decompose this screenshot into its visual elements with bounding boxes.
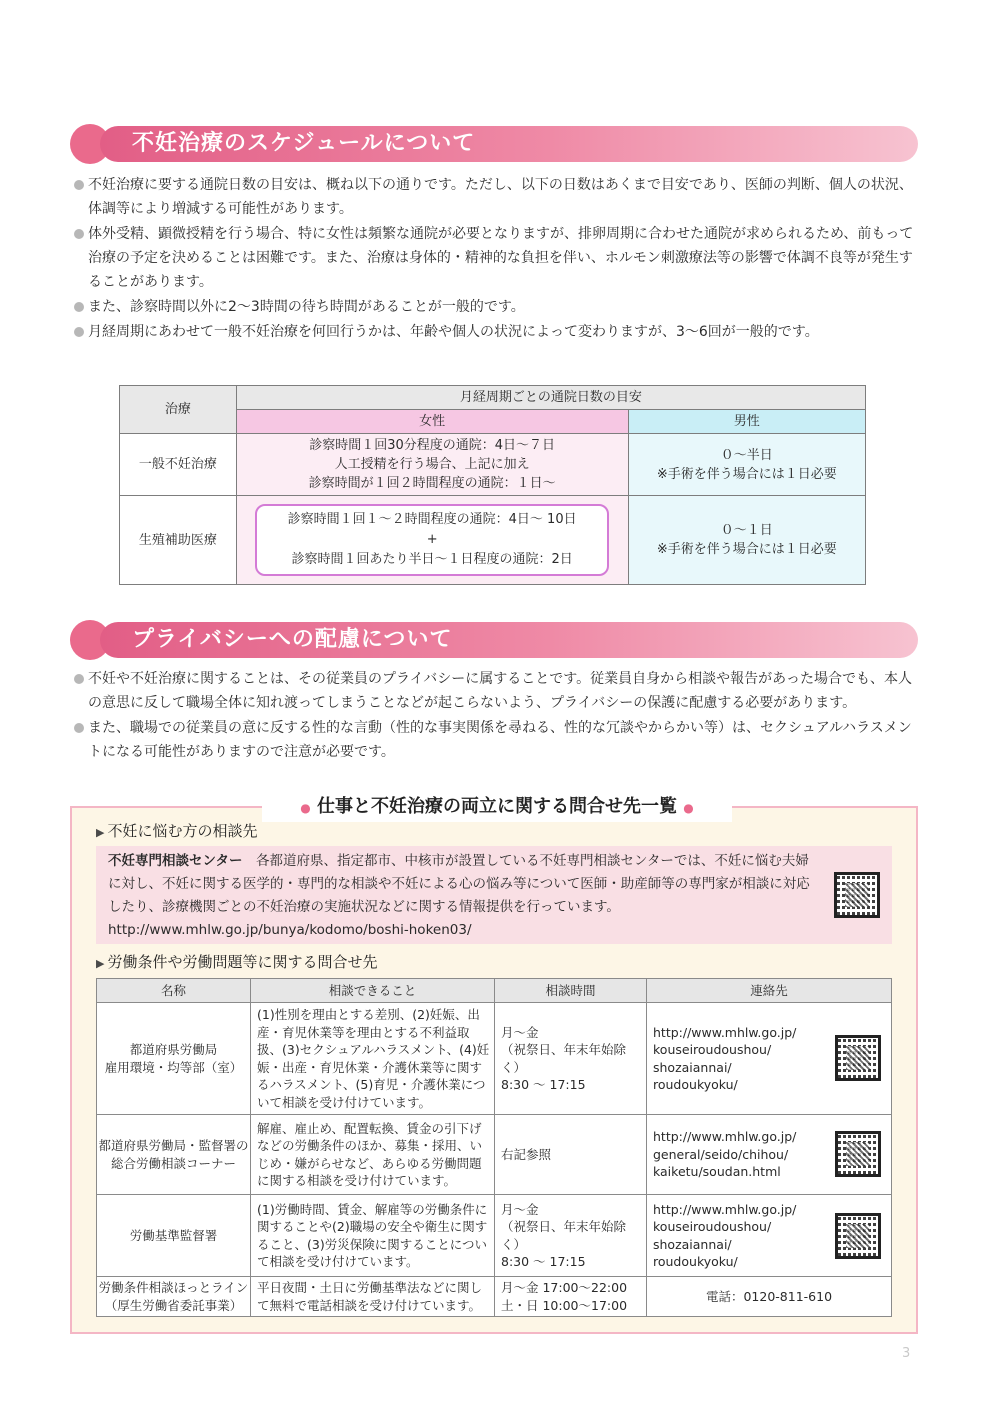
title-dot-icon: ● (683, 801, 694, 815)
col-treatment-header: 治療 (120, 386, 237, 434)
row-hours: 月～金 （祝祭日、年末年始除く） 8:30 ～ 17:15 (495, 1003, 647, 1115)
bullet-dot-icon (74, 723, 84, 733)
row-name: 労働条件相談ほっとライン （厚生労働省委託事業） (97, 1277, 251, 1317)
bullet-dot-icon (74, 327, 84, 337)
highlight-box: 診察時間１回１～２時間程度の通院：4日～ 10日 + 診察時間１回あたり半日～１日程度の通院：2日 (255, 504, 609, 576)
row-hours: 月～金 （祝祭日、年末年始除く） 8:30 ～ 17:15 (495, 1195, 647, 1277)
col-visit-days-header: 月経周期ごとの通院日数の目安 (236, 386, 865, 410)
bullet-dot-icon (74, 674, 84, 684)
bullet-paragraph: また、診察時間以外に2～3時間の待ち時間があることが一般的です。 (74, 295, 920, 319)
bullet-dot-icon (74, 180, 84, 190)
bullet-paragraph: 不妊や不妊治療に関することは、その従業員のプライバシーに属することです。従業員自身から相談や報告があった場合でも、本人の意思に反して職場全体に知れ渡ってしまうことなどが起こらないよう、プライバシーの保護に配慮する必要があります。 (74, 667, 920, 715)
center-name: 不妊専門相談センター (108, 853, 243, 869)
col-hours-header: 相談時間 (495, 979, 647, 1003)
cell-female-general: 診察時間１回30分程度の通院：4日～７日 人工授精を行う場合、上記に加え 診察時間が１回２時間程度の通院：１日～ (236, 434, 628, 496)
row-content: (1)性別を理由とする差別、(2)妊娠、出産・育児休業等を理由とする不利益取扱、(3)セクシュアルハラスメント、(4)妊娠・出産・育児休業・介護休業等に関するハラスメント、(5)育児・介護休業について相談を受け付けています。 (251, 1003, 495, 1115)
privacy-bullets (74, 667, 920, 765)
row-content: 平日夜間・土日に労働基準法などに関して無料で電話相談を受け付けています。 (251, 1277, 495, 1317)
bullet-paragraph: 体外受精、顕微授精を行う場合、特に女性は頻繁な通院が必要となりますが、排卵周期に合わせた通院が求められるため、前もって治療の予定を決めることは困難です。また、治療は身体的・精神的な負担を伴い、ホルモン刺激療法等の影響で体調不良等が発生することがあります。 (74, 222, 920, 294)
triangle-bullet-icon: ▶ (96, 957, 105, 970)
cell-male-general: ０～半日 ※手術を伴う場合には１日必要 (628, 434, 865, 496)
bullet-paragraph: 月経周期にあわせて一般不妊治療を何回行うかは、年齢や個人の状況によって変わりますが、3～6回が一般的です。 (74, 320, 920, 344)
row-name: 都道府県労働局 雇用環境・均等部（室） (97, 1003, 251, 1115)
qr-code-icon[interactable] (834, 872, 880, 918)
qr-code-icon[interactable] (835, 1131, 881, 1177)
row-url-link[interactable]: http://www.mhlw.go.jp/ general/seido/chihou/ kaiketu/soudan.html (653, 1129, 797, 1180)
row-label-general: 一般不妊治療 (120, 434, 237, 496)
section-header-schedule (70, 124, 918, 164)
bullet-dot-icon (74, 229, 84, 239)
table-row (97, 1277, 892, 1317)
schedule-bullets (74, 173, 920, 345)
title-dot-icon: ● (300, 801, 311, 815)
page-number: 3 (902, 1346, 911, 1361)
triangle-bullet-icon: ▶ (96, 826, 105, 839)
row-label-art: 生殖補助医療 (120, 496, 237, 585)
row-url-cell (647, 1003, 892, 1115)
col-content-header: 相談できること (251, 979, 495, 1003)
row-name: 労働基準監督署 (97, 1195, 251, 1277)
row-phone[interactable]: 電話：0120-811-610 (647, 1277, 892, 1317)
fertility-center-text: 不妊専門相談センター 各都道府県、指定都市、中核市が設置している不妊専門相談センターでは、不妊に悩む夫婦に対し、不妊に関する医学的・専門的な相談や不妊による心の悩み等について医師・助産師等の専門家が相談に対応したり、診療機関ごとの不妊治療の実施状況などに関する情報提供を行っています。 http://www.mhlw.go.jp/bunya/kodomo/boshi-hoken03/ (108, 853, 810, 938)
cell-male-art: ０～１日 ※手術を伴う場合には１日必要 (628, 496, 865, 585)
qr-code-icon[interactable] (835, 1213, 881, 1259)
table-row (97, 1003, 892, 1115)
row-content: (1)労働時間、賃金、解雇等の労働条件に関することや(2)職場の安全や衛生に関すること、(3)労災保険に関することについて相談を受け付けています。 (251, 1195, 495, 1277)
section-header-privacy (70, 620, 918, 660)
col-contact-header: 連絡先 (647, 979, 892, 1003)
row-name: 都道府県労働局・監督署の 総合労働相談コーナー (97, 1115, 251, 1195)
fertility-center-box (96, 846, 892, 944)
subheading-labor-consult: ▶ 労働条件や労働問題等に関する問合せ先 (96, 953, 378, 971)
bullet-paragraph: また、職場での従業員の意に反する性的な言動（性的な事実関係を尋ねる、性的な冗談やからかい等）は、セクシュアルハラスメントになる可能性がありますので注意が必要です。 (74, 716, 920, 764)
contact-title: ● 仕事と不妊治療の両立に関する問合せ先一覧 ● (262, 792, 732, 822)
row-url-cell (647, 1195, 892, 1277)
center-url-link[interactable]: http://www.mhlw.go.jp/bunya/kodomo/boshi-hoken03/ (108, 922, 472, 938)
row-url-link[interactable]: http://www.mhlw.go.jp/ kouseiroudoushou/ shozaiannai/ roudoukyoku/ (653, 1201, 797, 1269)
labor-contact-table (96, 978, 892, 1317)
row-hours: 右記参照 (495, 1115, 647, 1195)
row-url-link[interactable]: http://www.mhlw.go.jp/ kouseiroudoushou/ shozaiannai/ roudoukyoku/ (653, 1024, 797, 1092)
row-url-cell (647, 1115, 892, 1195)
bullet-paragraph: 不妊治療に要する通院日数の目安は、概ね以下の通りです。ただし、以下の日数はあくまで目安であり、医師の判断、個人の状況、体調等により増減する可能性があります。 (74, 173, 920, 221)
table-row (97, 1115, 892, 1195)
subheading-fertility-consult: ▶ 不妊に悩む方の相談先 (96, 822, 258, 840)
col-male-header: 男性 (628, 410, 865, 434)
table-row (97, 1195, 892, 1277)
section-title-schedule: 不妊治療のスケジュールについて (132, 131, 476, 156)
schedule-table (119, 385, 866, 585)
col-name-header: 名称 (97, 979, 251, 1003)
col-female-header: 女性 (236, 410, 628, 434)
row-hours: 月～金 17:00～22:00 土・日 10:00～17:00 (495, 1277, 647, 1317)
cell-female-art (236, 496, 628, 585)
bullet-dot-icon (74, 302, 84, 312)
qr-code-icon[interactable] (835, 1035, 881, 1081)
section-title-privacy: プライバシーへの配慮について (132, 627, 453, 652)
row-content: 解雇、雇止め、配置転換、賃金の引下げなどの労働条件のほか、募集・採用、いじめ・嫌がらせなど、あらゆる労働問題に関する相談を受け付けています。 (251, 1115, 495, 1195)
